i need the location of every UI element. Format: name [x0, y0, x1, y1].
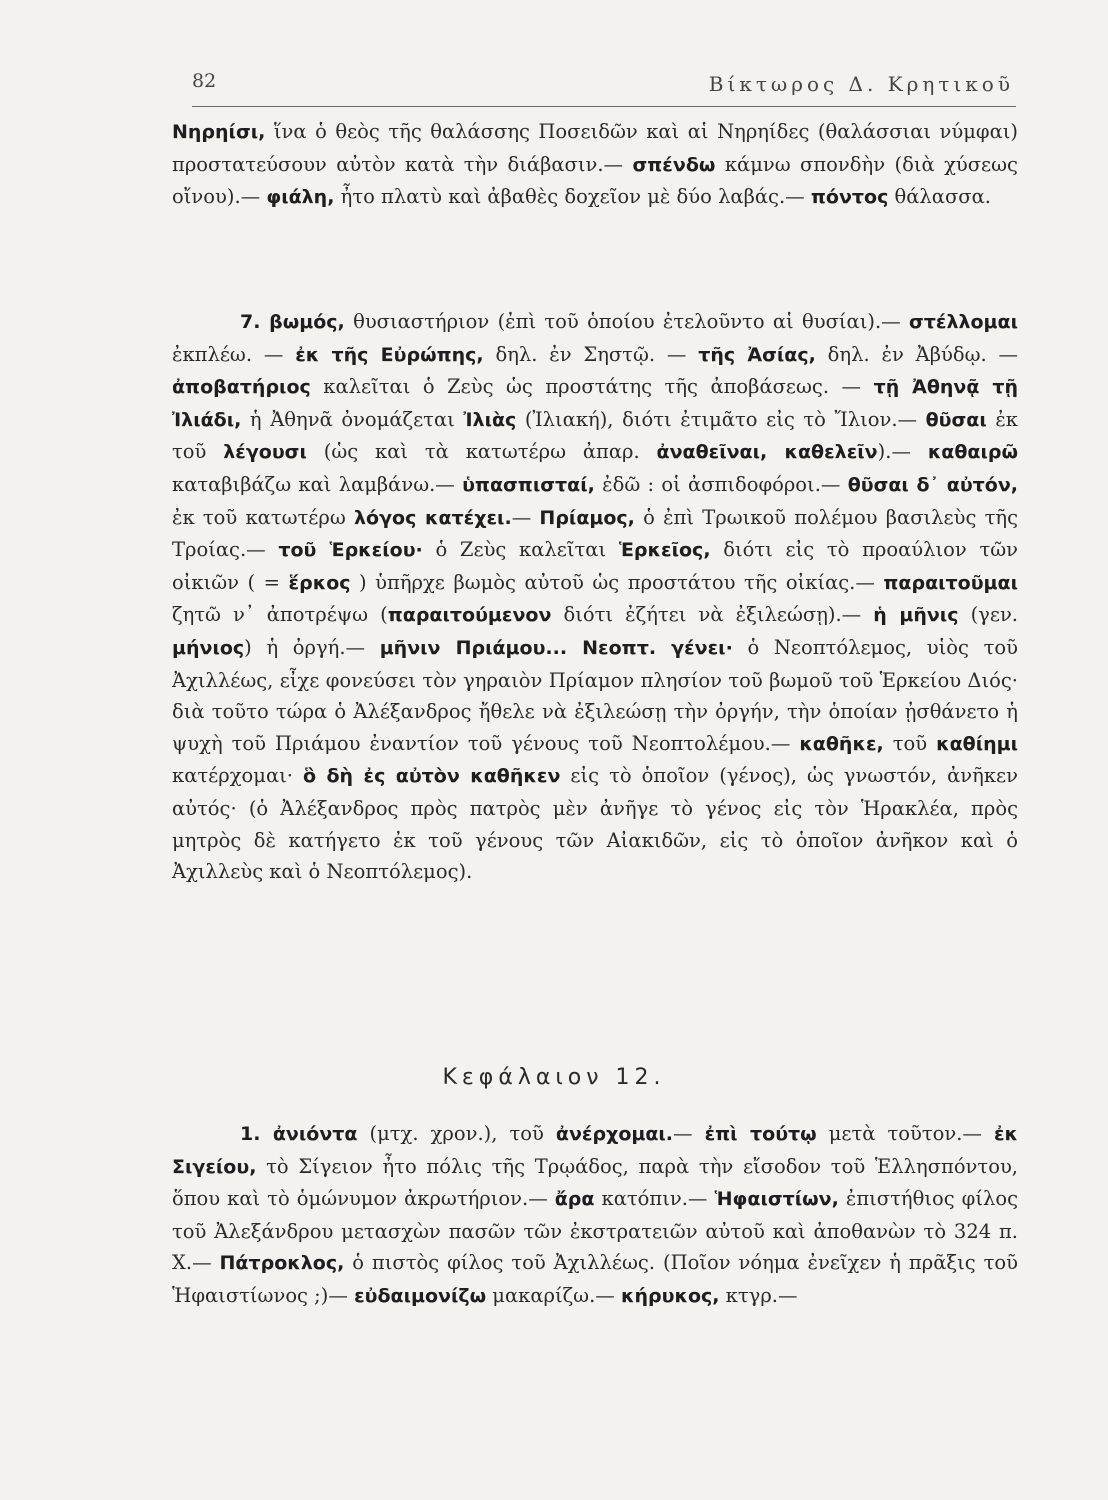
lemma-term: καθαιρῶ	[927, 441, 1018, 464]
lemma-term: ἀνέρχομαι.	[555, 1123, 674, 1145]
lemma-term: λόγος κατέχει.	[354, 506, 512, 529]
lemma-term: ἕρκος	[288, 571, 351, 594]
lemma-term: καθῆκε,	[799, 732, 884, 755]
gloss-text: διότι ἐζήτει νὰ ἐξιλεώσῃ).—	[551, 603, 874, 627]
lemma-term: λέγουσι	[223, 441, 307, 464]
gloss-text: μετὰ τοῦτον.—	[816, 1122, 994, 1145]
lemma-term: φιάλη,	[266, 186, 335, 209]
gloss-text: τὸ Σίγειον ἦτο πόλις τῆς Τρῳάδος, παρὰ τὴν εἴσοδον τοῦ Ἑλλησπόντου, ὅπου καὶ τὸ ὁμώνυμον ἀκρωτήριον.—	[172, 1154, 1018, 1211]
gloss-text: κάμνω σπονδὴν (διὰ χύσεως οἴνου).—	[172, 152, 1018, 209]
lemma-term: πόντος	[810, 186, 889, 209]
gloss-text: ) ὑπῆρχε βωμὸς αὐτοῦ ὡς προστάτου τῆς οἰκίας.—	[350, 570, 884, 594]
gloss-text: ἦτο πλατὺ καὶ ἀβαθὲς δοχεῖον μὲ δύο λαβάς.—	[334, 185, 811, 209]
gloss-text: ὁ πιστὸς φίλος τοῦ Ἀχιλλέως. (Ποῖον νόημα ἐνεῖχεν ἡ πρᾶξις τοῦ Ἡφαιστίωνος ;)—	[172, 1251, 1018, 1307]
lemma-term: ὃ δὴ ἐς αὐτὸν καθῆκεν	[302, 765, 561, 788]
lemma-term: 1. ἀνιόντα	[240, 1123, 358, 1145]
gloss-text: ἐδῶ : οἱ ἀσπιδοφόροι.—	[594, 472, 848, 496]
lemma-term: παραιτοῦμαι	[883, 571, 1018, 594]
gloss-text: ζητῶ ν᾽ ἀποτρέψω (	[172, 603, 388, 627]
gloss-text: ὁ Νεοπτόλεμος, υἱὸς τοῦ Ἀχιλλέως, εἶχε φονεύσει τὸν γηραιὸν Πρίαμον πλησίον τοῦ βωμοῦ τοῦ Ἑρκείου Διός· διὰ τοῦτο τώρα ὁ Ἀλέξανδρος ἤθελε νὰ ἐξιλεώσῃ τὴν ὀργήν, τὴν ὁποίαν ᾐσθάνετο ἡ ψυχὴ τοῦ Πριάμου ἐναντίον τοῦ γένους τοῦ Νεοπτολέμου.—	[172, 635, 1018, 755]
lemma-term: παραιτούμενον	[387, 604, 552, 627]
gloss-text: κατέρχομαι·	[172, 764, 303, 788]
gloss-text: ὁ ἐπὶ Τρωικοῦ πολέμου βασιλεὺς τῆς Τροίας.—	[172, 505, 1019, 562]
lemma-term: θῦσαι δ᾽ αὐτόν,	[847, 473, 1018, 496]
lemma-term: μῆνιν Πριάμου... Νεοπτ. γένει·	[379, 636, 733, 659]
lemma-term: στέλλομαι	[908, 311, 1018, 333]
lemma-term: ἄρα	[554, 1188, 595, 1211]
gloss-text: καλεῖται ὁ Ζεὺς ὡς προστάτης τῆς ἀποβάσεως. —	[310, 375, 874, 399]
gloss-text: διότι εἰς τὸ προαύλιον τῶν οἰκιῶν ( =	[172, 538, 1019, 594]
lemma-term: τοῦ Ἑρκείου·	[278, 539, 423, 562]
gloss-text: δηλ. ἐν Σηστῷ. —	[483, 342, 699, 366]
page-header	[192, 66, 1016, 107]
lemma-term: Νηρηίσι,	[172, 121, 266, 143]
gloss-text: (Ἰλιακή), διότι ἐτιμᾶτο εἰς τὸ Ἴλιον.—	[516, 407, 926, 431]
lemma-term: ὑπασπισταί,	[462, 473, 595, 496]
gloss-text: καταβιβάζω καὶ λαμβάνω.—	[172, 472, 463, 496]
running-head: Βίκτωρος Δ. Κρητικοῦ	[708, 72, 1014, 96]
gloss-text: (ὡς καὶ τὰ κατωτέρω ἀπαρ.	[306, 440, 657, 464]
gloss-text: ἵνα ὁ θεὸς τῆς θαλάσσης Ποσειδῶν καὶ αἱ Νηρηίδες (θαλάσσιαι νύμφαι) προστατεύσουν αὐτὸν κατὰ τὴν διάβασιν.—	[172, 120, 1018, 176]
lemma-term: 7. βωμός,	[240, 311, 345, 333]
lemma-term: Ἰλιὰς	[463, 408, 517, 431]
lemma-term: ἐπὶ τούτῳ	[704, 1123, 817, 1145]
lemma-term: ἐκ Σιγείου,	[172, 1123, 1019, 1178]
lemma-term: τῇ Ἀθηνᾷ τῇ Ἰλιάδι,	[172, 376, 1018, 431]
gloss-text: ) ἡ ὀργή.—	[244, 635, 380, 659]
lemma-term: καθίημι	[936, 732, 1019, 755]
gloss-text: —	[511, 505, 540, 529]
gloss-text: δηλ. ἐν Ἀβύδῳ. —	[815, 342, 1018, 366]
lemma-term: Πάτροκλος,	[219, 1252, 345, 1275]
gloss-text: εἰς τὸ ὁποῖον (γένος), ὡς γνωστόν, ἀνῆκεν αὐτός· (ὁ Ἀλέξανδρος πρὸς πατρὸς μὲν ἀνῆγε τὸ γένος εἰς τὸν Ἡρακλέα, πρὸς μητρὸς δὲ κατήγετο ἐκ τοῦ γένους τῶν Αἰακιδῶν, εἰς τὸ ὁποῖον ἀνῆκον καὶ ὁ Ἀχιλλεὺς καὶ ὁ Νεοπτόλεμος).	[172, 764, 1018, 884]
gloss-text: κατόπιν.—	[594, 1187, 715, 1211]
gloss-text: (μτχ. χρον.), τοῦ	[357, 1122, 556, 1145]
gloss-text: κτγρ.—	[719, 1283, 798, 1307]
lemma-term: θῦσαι	[925, 408, 987, 431]
lemma-term: ἀποβατήριος	[172, 376, 311, 399]
gloss-text: ἐπιστήθιος φίλος τοῦ Ἀλεξάνδρου μετασχὼν πασῶν τῶν ἐκστρατειῶν αὐτοῦ καὶ ἀποθανὼν τὸ 324 π. Χ.—	[172, 1187, 1018, 1275]
gloss-text: θάλασσα.	[888, 185, 991, 209]
gloss-text: τοῦ	[883, 731, 937, 755]
paragraph-section-7	[172, 306, 1018, 888]
gloss-text: —	[673, 1122, 705, 1145]
gloss-text: ἐκ τοῦ	[172, 407, 1018, 464]
chapter-title: Κεφάλαιον 12.	[442, 1065, 666, 1090]
gloss-text: μακαρίζω.—	[486, 1283, 621, 1307]
page-number: 82	[192, 70, 217, 92]
lemma-term: Πρίαμος,	[539, 506, 635, 529]
lemma-term: τῆς Ἀσίας,	[698, 343, 816, 366]
paragraph-chapter-12-section-1	[172, 1118, 1018, 1313]
lemma-term: μήνιος	[172, 636, 245, 659]
gloss-text: θυσιαστήριον (ἐπὶ τοῦ ὁποίου ἐτελοῦντο αἱ θυσίαι).—	[344, 310, 909, 333]
lemma-term: ἀναθεῖναι, καθελεῖν	[656, 441, 878, 464]
lemma-term: εὐδαιμονίζω	[354, 1284, 487, 1307]
gloss-text: ).—	[877, 440, 928, 464]
gloss-text: ὁ Ζεὺς καλεῖται	[422, 538, 619, 562]
gloss-text: ἐκ τοῦ κατωτέρω	[172, 505, 354, 529]
paragraph-glossary-intro	[172, 116, 1018, 214]
lemma-term: ἡ μῆνις	[873, 604, 959, 627]
gloss-text: ἐκπλέω. —	[172, 342, 296, 366]
gloss-text: (γεν.	[958, 603, 1018, 627]
lemma-term: Ἡφαιστίων,	[714, 1188, 839, 1211]
lemma-term: σπένδω	[632, 153, 716, 176]
lemma-term: ἐκ τῆς Εὐρώπης,	[295, 343, 484, 366]
gloss-text: ἡ Ἀθηνᾶ ὀνομάζεται	[241, 407, 464, 431]
lemma-term: κήρυκος,	[620, 1284, 720, 1307]
lemma-term: Ἑρκεῖος,	[618, 539, 711, 562]
